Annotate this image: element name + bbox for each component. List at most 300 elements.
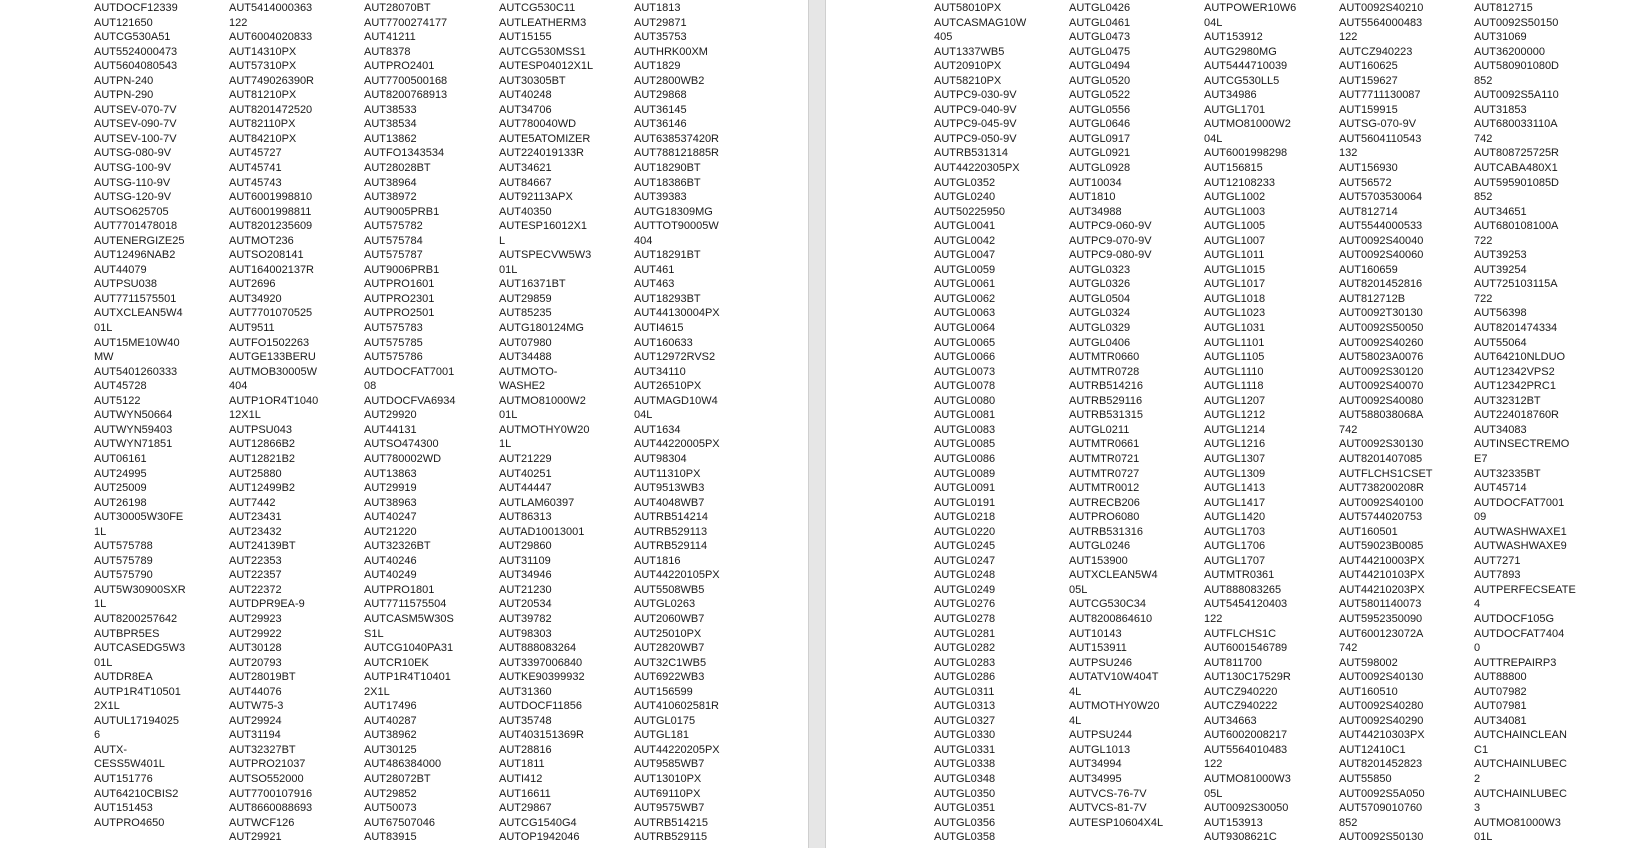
- code-cell: AUT575788: [94, 540, 153, 553]
- code-cell: AUT1816: [634, 554, 681, 567]
- code-cell: AUTAD10013001: [499, 525, 585, 538]
- code-cell: AUTMO81000W2: [499, 394, 586, 407]
- code-cell: AUT8201407085: [1339, 452, 1423, 465]
- left-page-column-1: [94, 1, 226, 830]
- code-cell: E7: [1474, 452, 1488, 465]
- code-cell: AUT7711575504: [364, 598, 447, 611]
- code-cell: AUT31069: [1474, 31, 1527, 44]
- code-cell: AUTKE90399932: [499, 671, 585, 684]
- code-cell: AUTGL0091: [934, 482, 996, 495]
- code-cell: AUTGL0246: [1069, 540, 1131, 553]
- code-cell: AUT25009: [94, 482, 147, 495]
- code-cell: AUT8200768913: [364, 89, 448, 102]
- code-cell: AUT0092S30130: [1339, 438, 1424, 451]
- code-cell: AUT32327BT: [229, 743, 296, 756]
- code-cell: AUT12342VPS2: [1474, 365, 1555, 378]
- code-cell: AUT595901085D: [1474, 176, 1560, 189]
- code-cell: AUT598002: [1339, 656, 1398, 669]
- code-cell: AUT45743: [229, 176, 282, 189]
- code-cell: AUTSPECVW5W3: [499, 249, 592, 262]
- code-cell: AUTCG530C34: [1069, 598, 1147, 611]
- code-cell: AUT153911: [1069, 642, 1127, 655]
- code-cell: AUTGL1018: [1204, 292, 1266, 305]
- code-cell: AUTGL0086: [934, 452, 996, 465]
- code-cell: AUTGL1002: [1204, 191, 1266, 204]
- code-cell: AUT224019133R: [499, 147, 585, 160]
- code-cell: AUTPSU043: [229, 423, 292, 436]
- code-cell: AUT29868: [634, 89, 687, 102]
- code-cell: AUT36200000: [1474, 45, 1545, 58]
- code-cell: AUTRB529113: [634, 525, 708, 538]
- code-cell: AUT57310PX: [229, 60, 297, 73]
- code-cell: AUT29920: [364, 409, 417, 422]
- code-cell: AUT92113APX: [499, 191, 573, 204]
- code-cell: AUTGL1105: [1204, 351, 1265, 364]
- code-cell: 132: [1339, 147, 1358, 160]
- code-cell: AUTMAGD10W4: [634, 394, 718, 407]
- code-cell: AUT638537420R: [634, 132, 720, 145]
- code-cell: 04L: [1204, 16, 1223, 29]
- code-cell: AUTCABA480X1: [1474, 162, 1558, 175]
- code-cell: AUTGL1007: [1204, 234, 1266, 247]
- code-cell: AUT34621: [499, 162, 552, 175]
- code-cell: AUT64210CBIS2: [94, 787, 179, 800]
- code-cell: 122: [229, 16, 248, 29]
- code-cell: AUT15155: [499, 31, 552, 44]
- code-cell: AUT23432: [229, 525, 282, 538]
- code-cell: AUTGL0520: [1069, 74, 1131, 87]
- code-cell: AUT12496NAB2: [94, 249, 176, 262]
- code-cell: AUTX-: [94, 743, 127, 756]
- code-cell: AUT1811: [499, 758, 545, 771]
- code-cell: AUT38962: [364, 729, 417, 742]
- code-cell: AUTGL0494: [1069, 60, 1131, 73]
- code-cell: AUTGL1216: [1204, 438, 1266, 451]
- code-cell: AUT34920: [229, 292, 282, 305]
- code-cell: AUT8201235609: [229, 220, 313, 233]
- code-cell: AUT812714: [1339, 205, 1398, 218]
- code-cell: 1L: [499, 438, 512, 451]
- code-cell: AUT38964: [364, 176, 417, 189]
- code-cell: AUTSG-100-9V: [94, 162, 172, 175]
- code-cell: AUT44220005PX: [634, 438, 720, 451]
- code-cell: AUTESP10604X4L: [1069, 816, 1164, 829]
- code-cell: 742: [1339, 423, 1358, 436]
- code-cell: AUTCASMAG10W: [934, 16, 1027, 29]
- code-cell: AUT34988: [1069, 205, 1122, 218]
- code-cell: AUT07981: [1474, 700, 1527, 713]
- code-cell: AUTG180124MG: [499, 322, 584, 335]
- code-cell: AUT98303: [499, 627, 552, 640]
- code-cell: AUT15ME10W40: [94, 336, 180, 349]
- code-cell: AUTCG530C11: [499, 2, 576, 14]
- code-cell: AUTGL0323: [1069, 263, 1131, 276]
- code-cell: AUT725103115A: [1474, 278, 1558, 291]
- code-cell: 1L: [94, 598, 107, 611]
- code-cell: AUTGL1413: [1204, 482, 1266, 495]
- code-cell: AUT83915: [364, 831, 417, 844]
- code-cell: AUT6004020833: [229, 31, 313, 44]
- code-cell: AUT0092S40260: [1339, 336, 1424, 349]
- code-cell: AUTCG1040PA31: [364, 642, 454, 655]
- code-cell: AUTHRK00XM: [634, 45, 708, 58]
- code-cell: AUT25880: [229, 467, 282, 480]
- code-cell: AUTCHAINLUBEC: [1474, 758, 1567, 771]
- code-cell: AUTGL0282: [934, 642, 996, 655]
- code-cell: AUT39782: [499, 612, 552, 625]
- code-cell: AUT30128: [229, 642, 282, 655]
- code-cell: AUT28816: [499, 743, 552, 756]
- code-cell: AUT0092S40290: [1339, 714, 1424, 727]
- code-cell: AUT44220105PX: [634, 569, 720, 582]
- code-cell: AUT24995: [94, 467, 147, 480]
- code-cell: AUT160633: [634, 336, 693, 349]
- code-cell: AUTGL1701: [1204, 103, 1266, 116]
- left-page-column-5: [634, 1, 766, 845]
- code-cell: AUTI4615: [634, 322, 684, 335]
- code-cell: AUT403151369R: [499, 729, 585, 742]
- code-cell: AUTESP04012X1L: [499, 60, 594, 73]
- code-cell: AUTDOCF12339: [94, 2, 178, 14]
- code-cell: AUTMTR0660: [1069, 351, 1140, 364]
- code-cell: AUT5952350090: [1339, 612, 1423, 625]
- code-cell: 0: [1474, 642, 1481, 655]
- code-cell: AUT9585WB7: [634, 758, 705, 771]
- code-cell: AUTGL0065: [934, 336, 996, 349]
- code-cell: AUTDPR9EA-9: [229, 598, 305, 611]
- page-divider: [808, 0, 826, 848]
- code-cell: AUT32C1WB5: [634, 656, 707, 669]
- code-cell: AUTRB529115: [634, 831, 708, 844]
- code-cell: AUT5544000533: [1339, 220, 1423, 233]
- code-cell: AUT812712B: [1339, 292, 1406, 305]
- code-cell: AUT12866B2: [229, 438, 296, 451]
- code-cell: AUTPC9-045-9V: [934, 118, 1017, 131]
- code-cell: AUTGL0281: [934, 627, 996, 640]
- code-cell: AUT24139BT: [229, 540, 296, 553]
- code-cell: AUT0092S50050: [1339, 322, 1424, 335]
- code-cell: 01L: [499, 409, 518, 422]
- code-cell: AUT12821B2: [229, 452, 296, 465]
- code-cell: AUTGL0249: [934, 583, 996, 596]
- code-cell: AUT0092S50150: [1474, 16, 1559, 29]
- code-cell: AUTPN-290: [94, 89, 154, 102]
- code-cell: AUT44076: [229, 685, 282, 698]
- code-cell: AUTPC9-070-9V: [1069, 234, 1152, 247]
- code-cell: AUTGL0331: [934, 743, 996, 756]
- code-cell: AUTVCS-76-7V: [1069, 787, 1147, 800]
- code-cell: AUT34946: [499, 569, 552, 582]
- code-cell: AUT30125: [364, 743, 417, 756]
- code-cell: AUT160510: [1339, 685, 1398, 698]
- code-cell: AUTGL0921: [1069, 147, 1131, 160]
- code-cell: AUT12108233: [1204, 176, 1275, 189]
- code-cell: AUT461: [634, 263, 675, 276]
- code-cell: AUT44210203PX: [1339, 583, 1425, 596]
- code-cell: AUT18290BT: [634, 162, 701, 175]
- code-cell: AUTMTR0661: [1069, 438, 1140, 451]
- code-cell: AUT85235: [499, 307, 552, 320]
- code-cell: AUT575787: [364, 249, 423, 262]
- code-cell: AUTGL0329: [1069, 322, 1131, 335]
- code-cell: AUT45728: [94, 380, 147, 393]
- code-cell: AUTFO1343534: [364, 147, 445, 160]
- code-cell: AUTDOCFVA6934: [364, 394, 456, 407]
- code-cell: AUTGL1031: [1204, 322, 1266, 335]
- code-cell: AUT39383: [634, 191, 687, 204]
- code-cell: AUT0092S40280: [1339, 700, 1424, 713]
- code-cell: AUTGL0556: [1069, 103, 1131, 116]
- code-cell: AUTTREPAIRP3: [1474, 656, 1557, 669]
- code-cell: AUT888083264: [499, 642, 577, 655]
- code-cell: AUTGL1101: [1204, 336, 1265, 349]
- code-cell: AUTMTR0727: [1069, 467, 1140, 480]
- code-cell: AUT38972: [364, 191, 417, 204]
- code-cell: AUTSO625705: [94, 205, 169, 218]
- code-cell: AUTPC9-050-9V: [934, 132, 1017, 145]
- code-cell: AUTGL0283: [934, 656, 996, 669]
- code-cell: AUTWASHWAXE1: [1474, 525, 1567, 538]
- code-cell: AUT160501: [1339, 525, 1398, 538]
- code-cell: AUTGL0276: [934, 598, 996, 611]
- code-cell: AUT69110PX: [634, 787, 701, 800]
- code-cell: 12X1L: [229, 409, 261, 422]
- code-cell: AUT6001998811: [229, 205, 312, 218]
- code-cell: AUT41211: [364, 31, 416, 44]
- code-cell: 852: [1474, 191, 1493, 204]
- code-cell: AUT26198: [94, 496, 147, 509]
- code-cell: AUT5604110543: [1339, 132, 1422, 145]
- code-cell: AUT58023A0076: [1339, 351, 1424, 364]
- code-cell: 01L: [94, 656, 113, 669]
- code-cell: AUTGL0211: [1069, 423, 1130, 436]
- code-cell: AUT7701478018: [94, 220, 178, 233]
- code-cell: AUT34663: [1204, 714, 1257, 727]
- code-cell: AUT34986: [1204, 89, 1257, 102]
- code-cell: AUTSG-110-9V: [94, 176, 171, 189]
- code-cell: AUT575785: [364, 336, 423, 349]
- code-cell: 852: [1339, 816, 1358, 829]
- code-cell: AUT8660088693: [229, 802, 313, 815]
- code-cell: AUTGL1420: [1204, 511, 1266, 524]
- code-cell: AUT7700107916: [229, 787, 313, 800]
- code-cell: AUTDOCF105G: [1474, 612, 1555, 625]
- code-cell: AUTMTR0361: [1204, 569, 1275, 582]
- code-cell: AUT32312BT: [1474, 394, 1541, 407]
- code-cell: L: [499, 234, 506, 247]
- code-cell: AUT0092S40040: [1339, 234, 1424, 247]
- code-cell: AUT788121885R: [634, 147, 720, 160]
- code-cell: AUT224018760R: [1474, 409, 1560, 422]
- right-page-column-1: [934, 1, 1066, 845]
- code-cell: AUTPOWER10W6: [1204, 2, 1297, 14]
- code-cell: AUTGL0917: [1069, 132, 1131, 145]
- code-cell: AUT5454120403: [1204, 598, 1288, 611]
- code-cell: AUTCASM5W30S: [364, 612, 454, 625]
- code-cell: AUT1337WB5: [934, 45, 1005, 58]
- code-cell: AUT808725725R: [1474, 147, 1560, 160]
- code-cell: AUTGL0073: [934, 365, 996, 378]
- code-cell: AUTGL1017: [1204, 278, 1266, 291]
- code-cell: AUT11310PX: [634, 467, 701, 480]
- code-cell: AUTPC9-080-9V: [1069, 249, 1152, 262]
- code-cell: AUT40248: [499, 89, 552, 102]
- code-cell: AUT29921: [229, 831, 282, 844]
- code-cell: AUT0092S30050: [1204, 802, 1289, 815]
- code-cell: 2X1L: [94, 700, 120, 713]
- code-cell: AUTGL1207: [1204, 394, 1266, 407]
- code-cell: AUTGL0078: [934, 380, 996, 393]
- code-cell: AUT40251: [499, 467, 552, 480]
- code-cell: AUT16611: [499, 787, 551, 800]
- code-cell: AUT9511: [229, 322, 275, 335]
- code-cell: AUT40247: [364, 511, 417, 524]
- code-cell: AUTGL0063: [934, 307, 996, 320]
- code-cell: AUTCASEDG5W3: [94, 642, 186, 655]
- code-cell: AUT5444710039: [1204, 60, 1288, 73]
- code-cell: MW: [94, 351, 114, 364]
- code-cell: AUT580901080D: [1474, 60, 1560, 73]
- code-cell: AUTGL0089: [934, 467, 996, 480]
- code-cell: AUTGL1417: [1204, 496, 1266, 509]
- code-cell: AUTGE133BERU: [229, 351, 316, 364]
- code-cell: AUTVCS-81-7V: [1069, 802, 1147, 815]
- code-cell: AUT5604080543: [94, 60, 178, 73]
- code-cell: AUTPSU244: [1069, 729, 1132, 742]
- code-cell: AUT29852: [364, 787, 417, 800]
- code-cell: AUT29871: [634, 16, 687, 29]
- code-cell: AUTGL0646: [1069, 118, 1131, 131]
- code-cell: AUTGL0066: [934, 351, 996, 364]
- code-cell: AUT1810: [1069, 191, 1116, 204]
- code-cell: AUTMO81000W3: [1474, 816, 1561, 829]
- code-cell: AUT9513WB3: [634, 482, 705, 495]
- code-cell: AUTGL1118: [1204, 380, 1264, 393]
- code-cell: AUTMOT236: [229, 234, 294, 247]
- code-cell: AUTGL0085: [934, 438, 996, 451]
- code-cell: AUT28019BT: [229, 671, 296, 684]
- code-cell: AUTMTR0728: [1069, 365, 1140, 378]
- code-cell: AUTGL0083: [934, 423, 996, 436]
- code-cell: AUTPERFECSEATE: [1474, 583, 1576, 596]
- code-cell: AUT07982: [1474, 685, 1527, 698]
- code-cell: AUT8200864610: [1069, 612, 1153, 625]
- code-cell: AUT30005W30FE: [94, 511, 184, 524]
- code-cell: AUTSG-080-9V: [94, 147, 172, 160]
- code-cell: AUTRB514216: [1069, 380, 1143, 393]
- code-cell: AUT40246: [364, 554, 417, 567]
- code-cell: AUT160659: [1339, 263, 1398, 276]
- code-cell: AUT14310PX: [229, 45, 297, 58]
- code-cell: AUT39254: [1474, 263, 1527, 276]
- code-cell: AUT5508WB5: [634, 583, 705, 596]
- code-cell: AUT40287: [364, 714, 417, 727]
- code-cell: AUT34651: [1474, 205, 1527, 218]
- code-cell: AUTCZ940223: [1339, 45, 1413, 58]
- code-cell: AUTI412: [499, 772, 543, 785]
- code-cell: AUTRECB206: [1069, 496, 1140, 509]
- code-cell: AUTATV10W404T: [1069, 671, 1159, 684]
- code-cell: AUTMOTO-: [499, 365, 558, 378]
- code-cell: AUT86313: [499, 511, 552, 524]
- code-cell: AUT6001998298: [1204, 147, 1288, 160]
- code-cell: AUTP1R4T10401: [364, 671, 451, 684]
- code-cell: AUT2696: [229, 278, 276, 291]
- code-cell: AUT0092S40210: [1339, 2, 1424, 14]
- code-cell: AUT164002137R: [229, 263, 315, 276]
- code-cell: AUT5524000473: [94, 45, 178, 58]
- code-cell: AUT34994: [1069, 758, 1122, 771]
- code-cell: AUT6002008217: [1204, 729, 1288, 742]
- code-cell: AUTGL0352: [934, 176, 996, 189]
- code-cell: AUT8378: [364, 45, 411, 58]
- code-cell: AUTWYN59403: [94, 423, 173, 436]
- code-cell: AUTGL1307: [1204, 452, 1266, 465]
- code-cell: AUTCZ940220: [1204, 685, 1278, 698]
- code-cell: AUT5564000483: [1339, 16, 1423, 29]
- code-cell: AUTGL0286: [934, 671, 996, 684]
- code-cell: AUT45741: [229, 162, 282, 175]
- code-cell: AUTGL0220: [934, 525, 996, 538]
- code-cell: AUTGL0338: [934, 758, 996, 771]
- code-cell: AUT3397006840: [499, 656, 583, 669]
- code-cell: AUT0092S40100: [1339, 496, 1424, 509]
- code-cell: AUTGL0042: [934, 234, 996, 247]
- code-cell: AUTGL0313: [934, 700, 996, 713]
- code-cell: AUT88800: [1474, 671, 1527, 684]
- code-cell: AUT20793: [229, 656, 282, 669]
- code-cell: AUT44130004PX: [634, 307, 720, 320]
- code-cell: AUTMTR0721: [1069, 452, 1140, 465]
- code-cell: AUT13862: [364, 132, 417, 145]
- code-cell: AUTCR10EK: [364, 656, 429, 669]
- code-cell: 404: [229, 380, 248, 393]
- code-cell: AUT50073: [364, 802, 417, 815]
- code-cell: AUTGL0504: [1069, 292, 1131, 305]
- code-cell: AUTSEV-090-7V: [94, 118, 177, 131]
- code-cell: AUT36146: [634, 118, 687, 131]
- code-cell: AUT44131: [364, 423, 417, 436]
- code-cell: AUTGL1706: [1204, 540, 1266, 553]
- code-cell: AUT738200208R: [1339, 482, 1425, 495]
- code-cell: AUT44220305PX: [934, 162, 1020, 175]
- code-cell: AUT34110: [634, 365, 686, 378]
- code-cell: AUT26510PX: [634, 380, 702, 393]
- code-cell: 2: [1474, 772, 1481, 785]
- code-cell: AUT9006PRB1: [364, 263, 440, 276]
- code-cell: AUT12972RVS2: [634, 351, 716, 364]
- code-cell: AUT22357: [229, 569, 282, 582]
- code-cell: AUTCHAINCLEAN: [1474, 729, 1567, 742]
- code-cell: AUT0092S40080: [1339, 394, 1424, 407]
- code-cell: AUT56572: [1339, 176, 1392, 189]
- code-cell: AUT38533: [364, 103, 417, 116]
- code-cell: C1: [1474, 743, 1489, 756]
- code-cell: AUTPC9-030-9V: [934, 89, 1017, 102]
- code-cell: AUT31109: [499, 554, 551, 567]
- code-cell: AUT0092S40060: [1339, 249, 1424, 262]
- code-cell: AUT28028BT: [364, 162, 431, 175]
- left-page-column-3: [364, 1, 496, 845]
- code-cell: AUTGL0928: [1069, 162, 1131, 175]
- code-cell: AUT575782: [364, 220, 423, 233]
- code-cell: AUT25010PX: [634, 627, 702, 640]
- code-cell: AUT600123072A: [1339, 627, 1424, 640]
- code-cell: AUTDOCFAT7001: [364, 365, 455, 378]
- code-cell: AUTCG530MSS1: [499, 45, 586, 58]
- code-cell: AUT156930: [1339, 162, 1398, 175]
- code-cell: AUT5744020753: [1339, 511, 1423, 524]
